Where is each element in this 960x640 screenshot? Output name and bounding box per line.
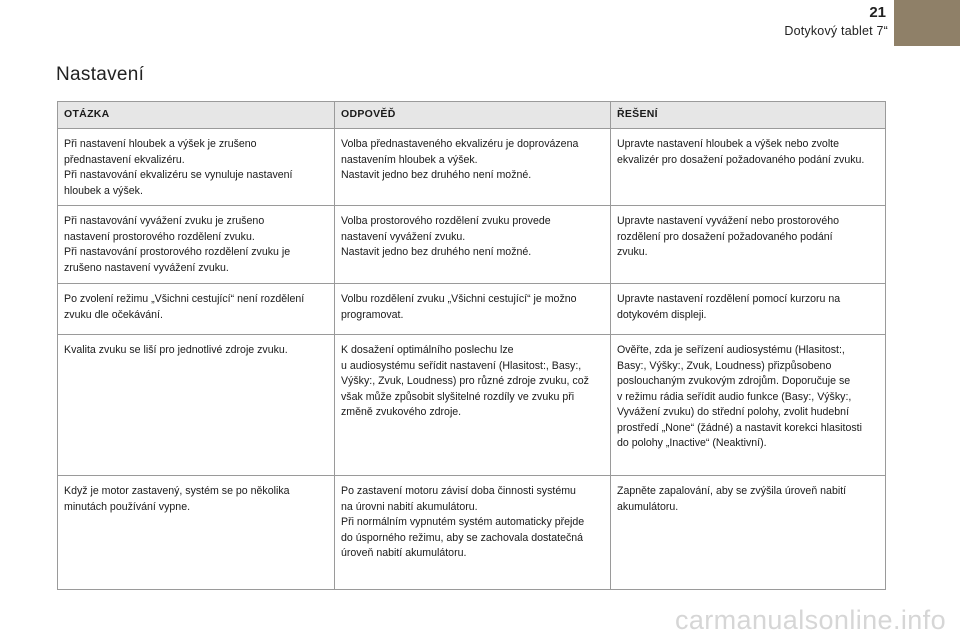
answer-cell: Volbu rozdělení zvuku „Všichni cestující“ je možno programovat. — [335, 284, 611, 335]
page-title: Nastavení — [56, 64, 145, 85]
answer-cell: Po zastavení motoru závisí doba činnosti systému na úrovni nabití akumulátoru. Při normálním vypnutém systém automaticky přejde do úsporného režimu, aby se zachovala dostatečná úroveň nabití akumulátoru. — [335, 476, 611, 590]
answer-cell: K dosažení optimálního poslechu lze u audiosystému seřídit nastavení (Hlasitost:, Basy:, Výšky:, Zvuk, Loudness) pro různé zdroje zvuku, což však může způsobit slyšitelné rozdíly ve zvuku při změně zvukového zdroje. — [335, 335, 611, 476]
table-row — [58, 476, 886, 590]
answer-cell: Volba přednastaveného ekvalizéru je doprovázena nastavením hloubek a výšek. Nastavit jedno bez druhého není možné. — [335, 129, 611, 206]
faq-table — [57, 101, 886, 590]
solution-cell: Ověřte, zda je seřízení audiosystému (Hlasitost:, Basy:, Výšky:, Zvuk, Loudness) přizpůsobeno poslouchaným zvukovým zdrojům. Doporučuje se v režimu rádia seřídit audio funkce (Basy:, Výšky:, Vyvážení zvuku) do střední polohy, zvolit hudební prostředí „None“ (žádné) a nastavit korekci hlasitosti do polohy „Inactive“ (Neaktivní). — [611, 335, 886, 476]
solution-cell: Upravte nastavení vyvážení nebo prostorového rozdělení pro dosažení požadovaného podání zvuku. — [611, 206, 886, 284]
table-row — [58, 129, 886, 206]
page-number: 21 — [869, 4, 886, 21]
column-header-answer: ODPOVĚĎ — [335, 102, 611, 129]
solution-cell: Zapněte zapalování, aby se zvýšila úroveň nabití akumulátoru. — [611, 476, 886, 590]
watermark: carmanualsonline.info — [674, 605, 946, 635]
table-header-row — [58, 102, 886, 129]
column-header-solution: ŘEŠENÍ — [611, 102, 886, 129]
column-header-question: OTÁZKA — [58, 102, 335, 129]
chapter-title: Dotykový tablet 7“ — [784, 24, 888, 38]
table-row — [58, 335, 886, 476]
question-cell: Při nastavování vyvážení zvuku je zrušeno nastavení prostorového rozdělení zvuku. Při nastavování prostorového rozdělení zvuku je zrušeno nastavení vyvážení zvuku. — [58, 206, 335, 284]
table-row — [58, 284, 886, 335]
solution-cell: Upravte nastavení hloubek a výšek nebo zvolte ekvalizér pro dosažení požadovaného podání zvuku. — [611, 129, 886, 206]
solution-cell: Upravte nastavení rozdělení pomocí kurzoru na dotykovém displeji. — [611, 284, 886, 335]
answer-cell: Volba prostorového rozdělení zvuku provede nastavení vyvážení zvuku. Nastavit jedno bez druhého není možné. — [335, 206, 611, 284]
question-cell: Kvalita zvuku se liší pro jednotlivé zdroje zvuku. — [58, 335, 335, 476]
question-cell: Když je motor zastavený, systém se po několika minutách používání vypne. — [58, 476, 335, 590]
question-cell: Po zvolení režimu „Všichni cestující“ není rozdělení zvuku dle očekávání. — [58, 284, 335, 335]
chapter-tab-marker — [894, 0, 960, 46]
table-row — [58, 206, 886, 284]
question-cell: Při nastavení hloubek a výšek je zrušeno přednastavení ekvalizéru. Při nastavování ekvalizéru se vynuluje nastavení hloubek a výšek. — [58, 129, 335, 206]
